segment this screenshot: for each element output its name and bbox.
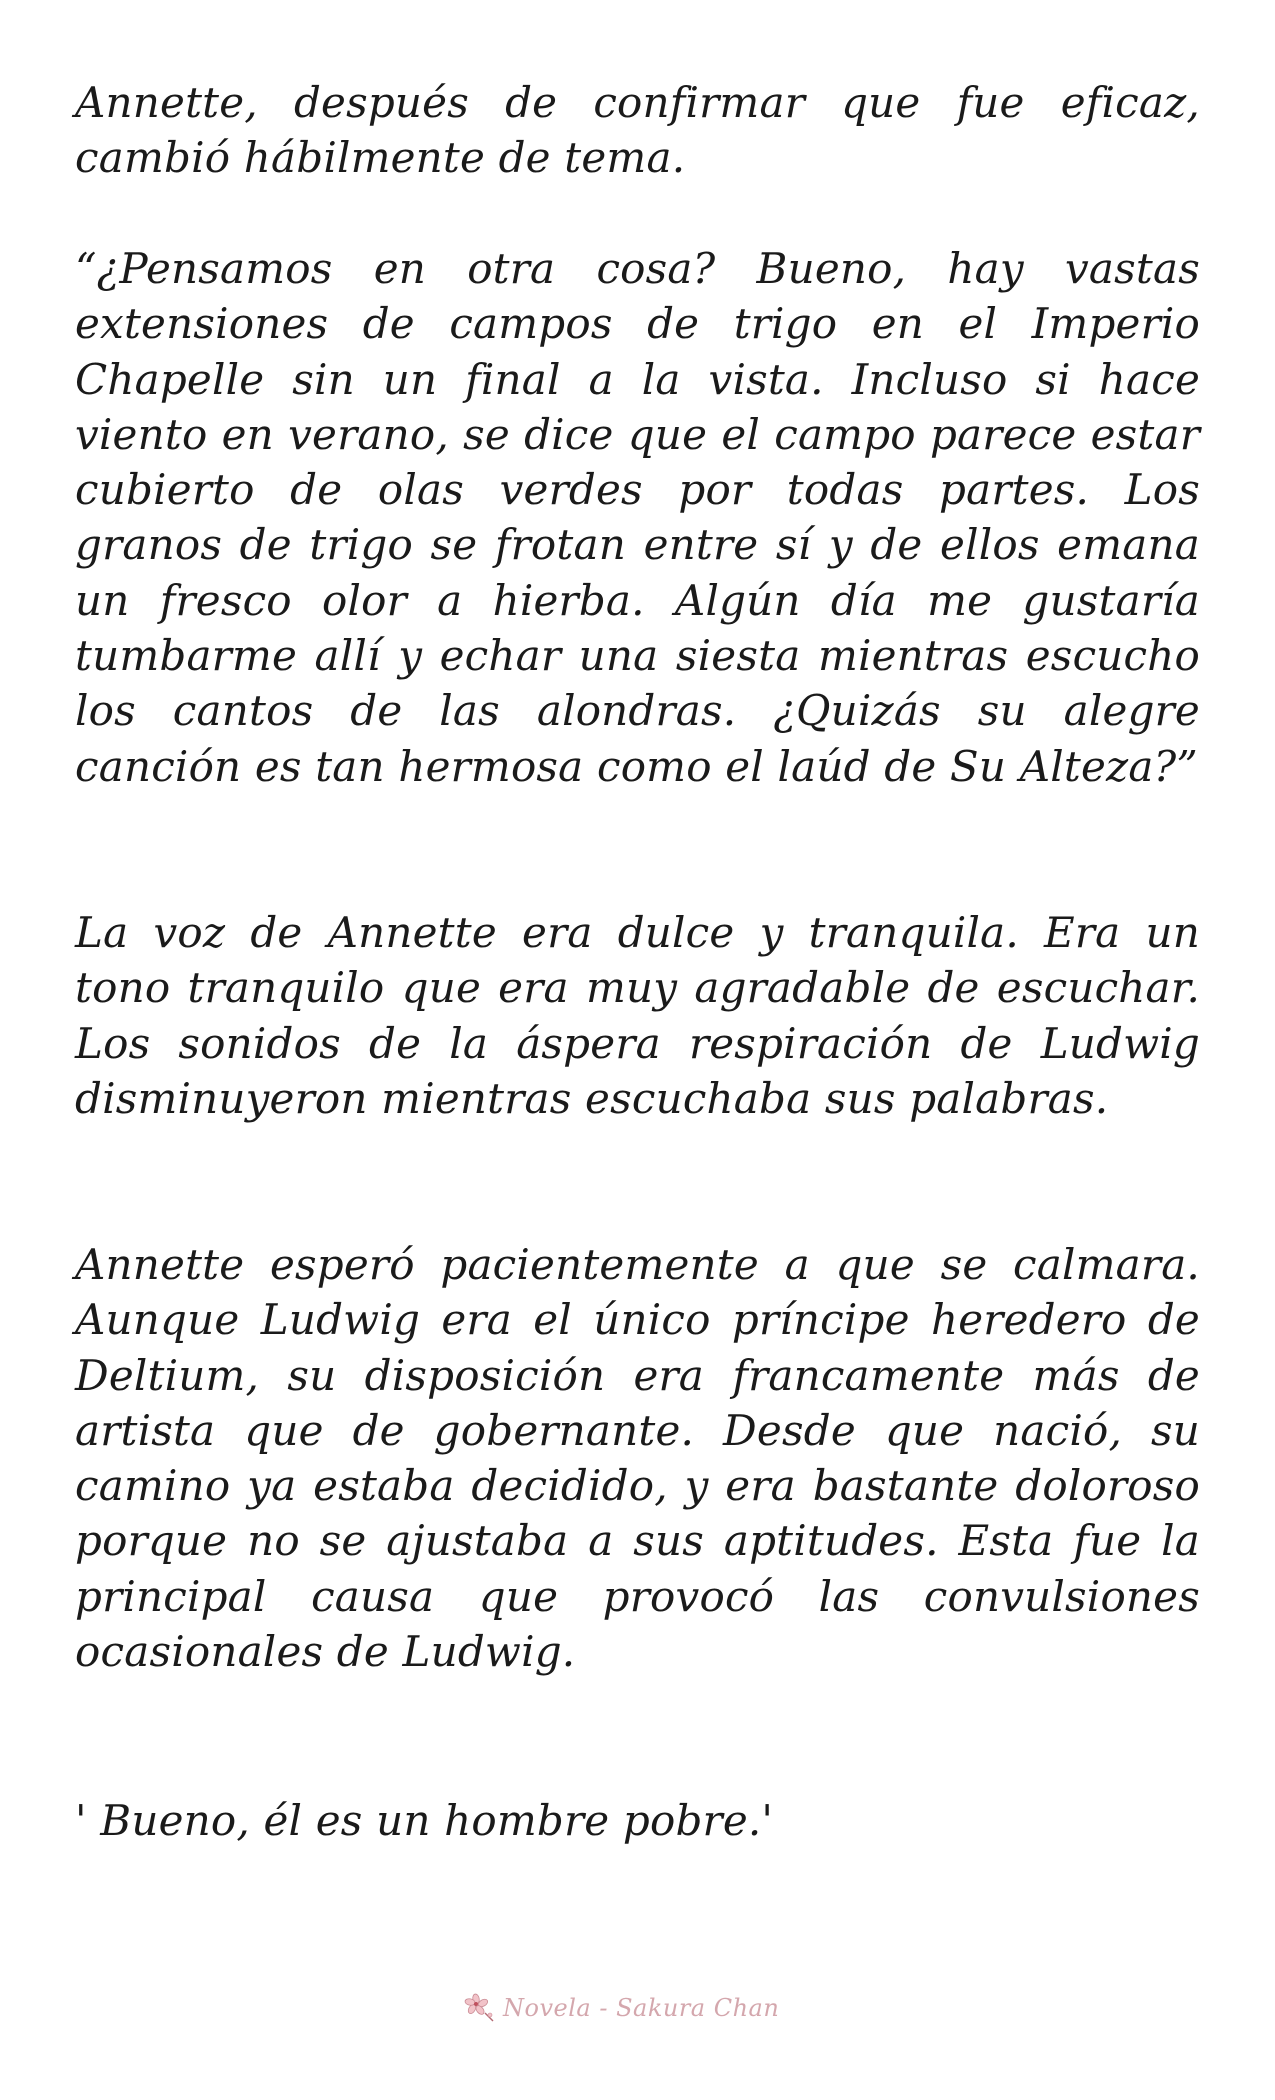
sakura-flower-icon bbox=[463, 1991, 497, 2025]
watermark-text: Novela - Sakura Chan bbox=[503, 1994, 780, 2022]
watermark bbox=[463, 1988, 779, 2028]
paragraph-4: Annette esperó pacientemente a que se calmara. Aunque Ludwig era el único príncipe heredero de Deltium, su disposición era francamente más de artista que de gobernante. Desde que nació, su camino ya estaba decidido, y era bastante doloroso porque no se ajustaba a sus aptitudes. Esta fue la principal causa que provocó las convulsiones ocasionales de Ludwig. bbox=[75, 1240, 1200, 1677]
paragraph-3: La voz de Annette era dulce y tranquila. Era un tono tranquilo que era muy agradable de escuchar. Los sonidos de la áspera respiración de Ludwig disminuyeron mientras escuchaba sus palabras. bbox=[75, 908, 1200, 1123]
paragraph-5: ' Bueno, él es un hombre pobre.' bbox=[75, 1796, 774, 1845]
paragraph-1: Annette, después de confirmar que fue eficaz, cambió hábilmente de tema. bbox=[75, 78, 1200, 183]
paragraph-2: “¿Pensamos en otra cosa? Bueno, hay vastas extensiones de campos de trigo en el Imperio Chapelle sin un final a la vista. Incluso si hace viento en verano, se dice que el campo parece estar cubierto de olas verdes por todas partes. Los granos de trigo se frotan entre sí y de ellos emana un fresco olor a hierba. Algún día me gustaría tumbarme allí y echar una siesta mientras escucho los cantos de las alondras. ¿Quizás su alegre canción es tan hermosa como el laúd de Su Alteza?” bbox=[75, 244, 1200, 791]
